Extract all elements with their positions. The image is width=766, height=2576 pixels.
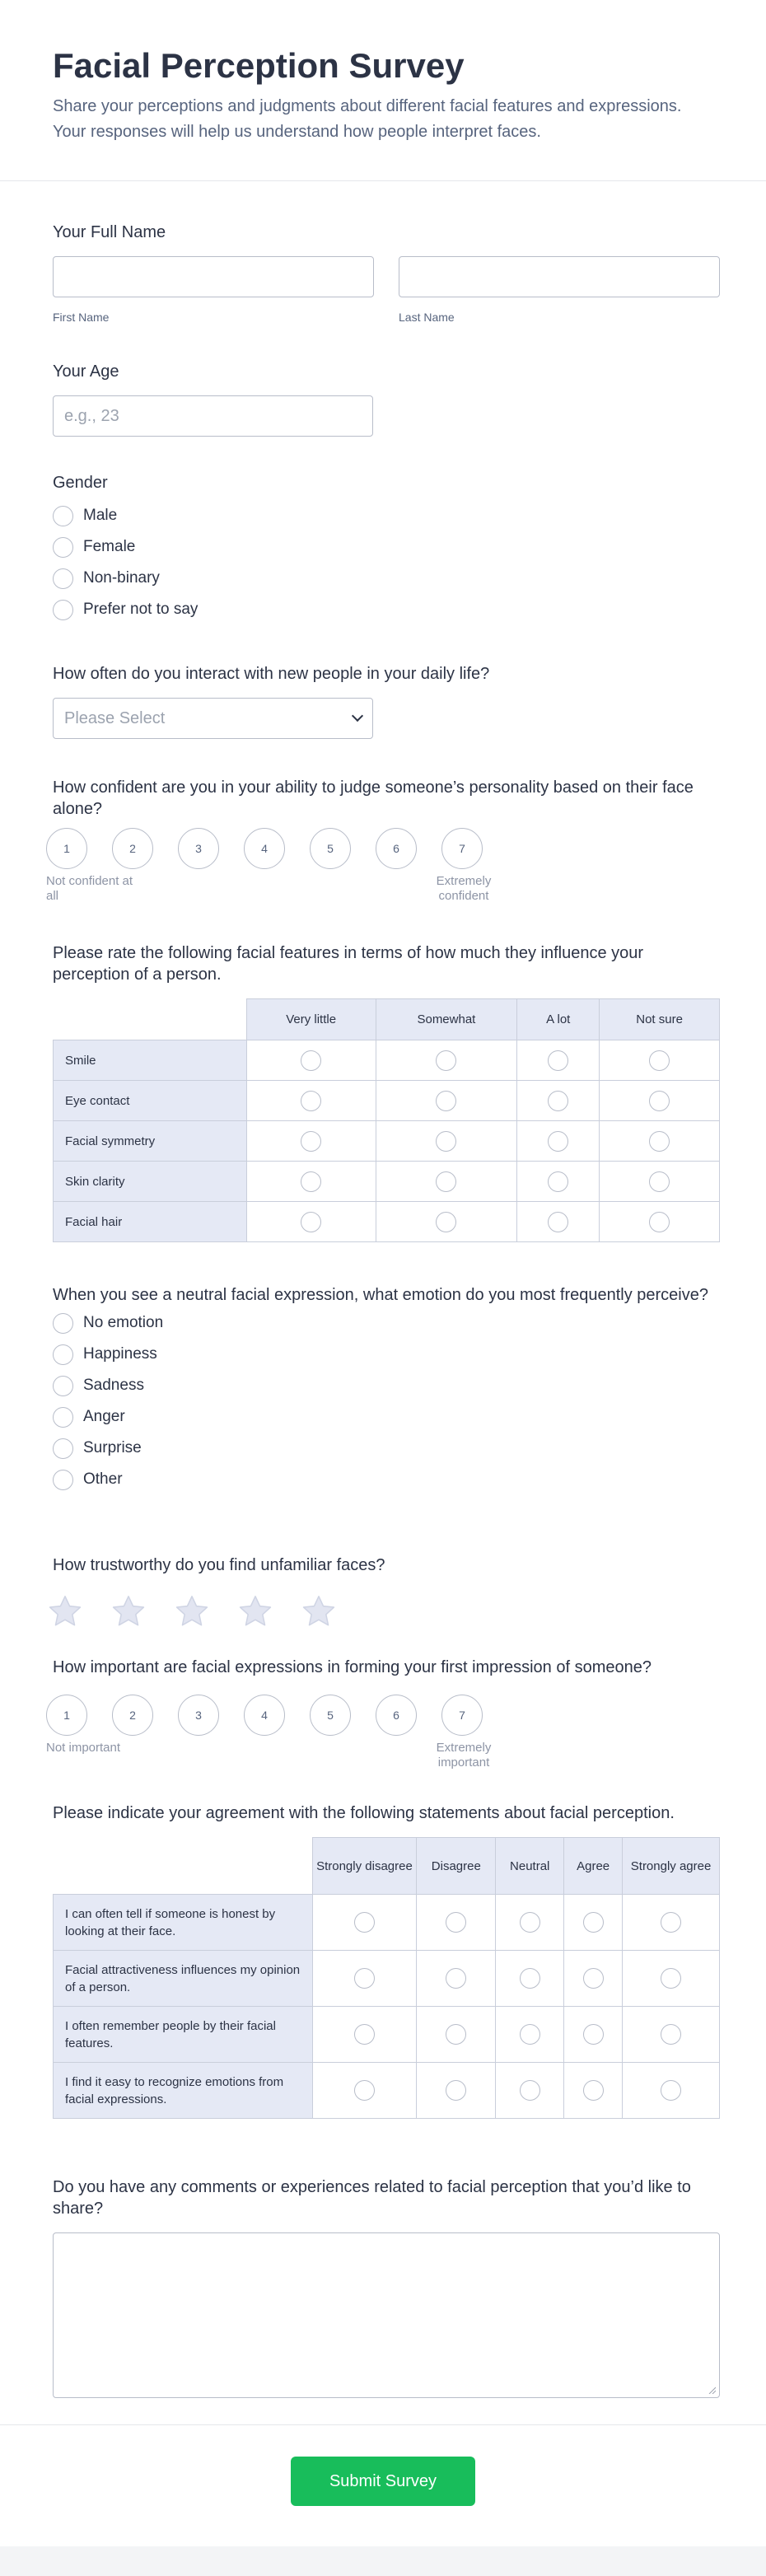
matrix-row-label: I find it easy to recognize emotions from facial expressions.	[54, 2063, 313, 2119]
matrix-cell	[600, 1202, 720, 1242]
trust-label: How trustworthy do you find unfamiliar faces?	[53, 1556, 385, 1574]
radio-button[interactable]	[446, 1968, 466, 1989]
radio-button[interactable]	[548, 1091, 568, 1111]
comments-label: Do you have any comments or experiences related to facial perception that you’d like to share?	[53, 2178, 691, 2218]
matrix-row	[54, 1895, 720, 1951]
matrix-cell	[246, 1202, 376, 1242]
matrix-cell	[312, 1951, 417, 2007]
comments-textarea[interactable]	[53, 2232, 720, 2398]
matrix-corner	[54, 1838, 313, 1895]
matrix-cell	[623, 1895, 720, 1951]
first-name-input[interactable]	[53, 256, 374, 297]
matrix-column-header: Not sure	[600, 999, 720, 1040]
star-icon[interactable]	[46, 1592, 84, 1630]
radio-button[interactable]	[649, 1171, 670, 1192]
radio-button[interactable]	[520, 2080, 540, 2101]
matrix-cell	[600, 1121, 720, 1162]
radio-button[interactable]	[301, 1212, 321, 1232]
radio-button[interactable]	[436, 1171, 456, 1192]
confidence-scale	[46, 828, 720, 869]
scale-option[interactable]: 2	[112, 1695, 153, 1736]
age-label: Your Age	[53, 362, 119, 381]
neutral-option-label: Happiness	[83, 1345, 157, 1363]
radio-button[interactable]	[446, 2080, 466, 2101]
matrix-row	[54, 1162, 720, 1202]
form-header	[0, 0, 766, 181]
scale-option[interactable]: 1	[46, 828, 87, 869]
scale-option[interactable]: 1	[46, 1695, 87, 1736]
matrix-column-header: Strongly agree	[623, 1838, 720, 1895]
matrix-cell	[623, 2007, 720, 2063]
star-icon[interactable]	[300, 1592, 338, 1630]
neutral-option-label: Sadness	[83, 1377, 144, 1394]
scale-option[interactable]: 5	[310, 1695, 351, 1736]
matrix-column-header: Strongly disagree	[312, 1838, 417, 1895]
gender-option-label: Non-binary	[83, 569, 160, 587]
confidence-question	[46, 777, 720, 904]
matrix-row	[54, 1081, 720, 1121]
scale-option[interactable]: 3	[178, 828, 219, 869]
matrix-cell	[312, 2007, 417, 2063]
matrix-row	[54, 2007, 720, 2063]
page-title: Facial Perception Survey	[53, 46, 465, 85]
gender-option[interactable]	[53, 563, 720, 594]
confidence-label: How confident are you in your ability to judge someone’s personality based on their face alone?	[53, 778, 694, 818]
matrix-column-header: Very little	[246, 999, 376, 1040]
scale-option[interactable]: 5	[310, 828, 351, 869]
scale-option[interactable]: 2	[112, 828, 153, 869]
radio-button[interactable]	[649, 1050, 670, 1071]
agreement-question	[53, 1802, 720, 2119]
gender-option[interactable]	[53, 500, 720, 531]
radio-button[interactable]	[301, 1050, 321, 1071]
radio-button[interactable]	[661, 2080, 681, 2101]
radio-button[interactable]	[446, 2024, 466, 2045]
radio-button[interactable]	[301, 1131, 321, 1152]
features-label: Please rate the following facial features in terms of how much they influence your perception of a person.	[53, 944, 644, 984]
radio-button[interactable]	[436, 1050, 456, 1071]
radio-button[interactable]	[548, 1212, 568, 1232]
radio-button[interactable]	[649, 1091, 670, 1111]
scale-option[interactable]: 4	[244, 1695, 285, 1736]
matrix-cell	[623, 2063, 720, 2119]
last-name-sublabel: Last Name	[399, 311, 455, 324]
scale-low-label: Not important	[46, 1741, 121, 1755]
radio-button[interactable]	[354, 1968, 375, 1989]
matrix-row-label: Eye contact	[54, 1081, 247, 1121]
matrix-cell	[376, 1162, 517, 1202]
star-icon[interactable]	[173, 1592, 211, 1630]
radio-button[interactable]	[520, 1912, 540, 1933]
radio-button[interactable]	[53, 1344, 73, 1365]
neutral-option-label: Anger	[83, 1408, 125, 1425]
radio-button[interactable]	[436, 1212, 456, 1232]
importance-scale	[46, 1695, 720, 1736]
radio-button[interactable]	[354, 2080, 375, 2101]
matrix-cell	[564, 1895, 623, 1951]
neutral-option[interactable]	[53, 1307, 720, 1339]
matrix-row-label: Smile	[54, 1040, 247, 1081]
gender-option-label: Prefer not to say	[83, 601, 199, 618]
matrix-cell	[517, 1040, 600, 1081]
matrix-cell	[623, 1951, 720, 2007]
scale-option[interactable]: 4	[244, 828, 285, 869]
matrix-row	[54, 1121, 720, 1162]
neutral-option[interactable]	[53, 1464, 720, 1495]
age-input[interactable]	[53, 395, 373, 437]
agreement-label: Please indicate your agreement with the following statements about facial perception.	[53, 1804, 675, 1822]
star-rating	[46, 1592, 720, 1630]
matrix-cell	[517, 1121, 600, 1162]
radio-button[interactable]	[53, 506, 73, 526]
neutral-option[interactable]	[53, 1339, 720, 1370]
matrix-cell	[564, 2007, 623, 2063]
matrix-cell	[517, 1081, 600, 1121]
radio-button[interactable]	[548, 1171, 568, 1192]
radio-button[interactable]	[53, 1470, 73, 1490]
radio-button[interactable]	[436, 1131, 456, 1152]
gender-label: Gender	[53, 474, 108, 492]
gender-option[interactable]	[53, 531, 720, 563]
matrix-cell	[600, 1081, 720, 1121]
full-name-label: Your Full Name	[53, 223, 166, 241]
matrix-column-header: Disagree	[417, 1838, 496, 1895]
radio-button[interactable]	[548, 1050, 568, 1071]
matrix-cell	[517, 1162, 600, 1202]
matrix-row-label: Skin clarity	[54, 1162, 247, 1202]
resize-handle-icon[interactable]	[708, 2386, 716, 2394]
gender-question	[53, 472, 720, 625]
matrix-cell	[417, 1951, 496, 2007]
matrix-cell	[417, 2063, 496, 2119]
radio-button[interactable]	[301, 1091, 321, 1111]
interaction-question	[53, 663, 720, 739]
submit-button[interactable]: Submit Survey	[291, 2457, 475, 2506]
gender-option-label: Male	[83, 507, 118, 524]
last-name-input[interactable]	[399, 256, 720, 297]
matrix-column-header: A lot	[517, 999, 600, 1040]
matrix-cell	[246, 1081, 376, 1121]
neutral-option-label: No emotion	[83, 1314, 164, 1331]
comments-question	[53, 2176, 720, 2398]
radio-button[interactable]	[661, 1912, 681, 1933]
matrix-cell	[496, 1895, 564, 1951]
matrix-cell	[376, 1121, 517, 1162]
radio-button[interactable]	[53, 537, 73, 558]
radio-button[interactable]	[354, 2024, 375, 2045]
radio-button[interactable]	[354, 1912, 375, 1933]
matrix-row	[54, 1202, 720, 1242]
matrix-cell	[564, 1951, 623, 2007]
star-icon[interactable]	[110, 1592, 147, 1630]
matrix-row	[54, 1951, 720, 2007]
radio-button[interactable]	[649, 1131, 670, 1152]
page-bottom	[0, 2546, 766, 2576]
matrix-corner	[54, 999, 247, 1040]
radio-button[interactable]	[436, 1091, 456, 1111]
scale-high-label: Extremely important	[436, 1741, 492, 1770]
matrix-cell	[517, 1202, 600, 1242]
form-body	[0, 181, 766, 2424]
chevron-down-icon	[352, 710, 363, 722]
interaction-select[interactable]	[53, 698, 373, 739]
matrix-cell	[376, 1040, 517, 1081]
radio-button[interactable]	[53, 1438, 73, 1459]
radio-button[interactable]	[53, 1376, 73, 1396]
radio-button[interactable]	[301, 1171, 321, 1192]
scale-option[interactable]: 7	[441, 828, 483, 869]
radio-button[interactable]	[53, 568, 73, 589]
matrix-column-header: Neutral	[496, 1838, 564, 1895]
matrix-cell	[496, 2063, 564, 2119]
scale-option[interactable]: 3	[178, 1695, 219, 1736]
matrix-column-header: Somewhat	[376, 999, 517, 1040]
matrix-column-header: Agree	[564, 1838, 623, 1895]
radio-button[interactable]	[446, 1912, 466, 1933]
matrix-cell	[496, 1951, 564, 2007]
neutral-option[interactable]	[53, 1370, 720, 1401]
radio-button[interactable]	[661, 2024, 681, 2045]
age-placeholder: e.g., 23	[64, 407, 119, 425]
gender-option[interactable]	[53, 594, 720, 625]
matrix-cell	[417, 1895, 496, 1951]
radio-button[interactable]	[583, 1968, 604, 1989]
radio-button[interactable]	[661, 1968, 681, 1989]
form-footer	[0, 2424, 766, 2546]
scale-high-label: Extremely confident	[436, 874, 492, 903]
matrix-row-label: I often remember people by their facial features.	[54, 2007, 313, 2063]
select-placeholder: Please Select	[64, 708, 166, 727]
neutral-option[interactable]	[53, 1401, 720, 1433]
radio-button[interactable]	[583, 2024, 604, 2045]
matrix-cell	[417, 2007, 496, 2063]
neutral-option[interactable]	[53, 1433, 720, 1464]
radio-button[interactable]	[520, 1968, 540, 1989]
matrix-cell	[564, 2063, 623, 2119]
full-name-question	[53, 222, 720, 324]
matrix-cell	[376, 1081, 517, 1121]
matrix-cell	[376, 1202, 517, 1242]
scale-option[interactable]: 6	[376, 1695, 417, 1736]
features-matrix	[53, 998, 720, 1242]
neutral-question	[53, 1284, 720, 1495]
page-subtitle: Share your perceptions and judgments about different facial features and expressions. Your responses will help us understand how people interpret faces.	[53, 97, 682, 141]
matrix-row-label: Facial hair	[54, 1202, 247, 1242]
trust-question	[53, 1554, 720, 1630]
agreement-matrix	[53, 1837, 720, 2119]
matrix-cell	[246, 1162, 376, 1202]
radio-button[interactable]	[583, 2080, 604, 2101]
interaction-label: How often do you interact with new people in your daily life?	[53, 665, 490, 683]
radio-button[interactable]	[583, 1912, 604, 1933]
matrix-cell	[312, 2063, 417, 2119]
matrix-row-label: Facial attractiveness influences my opinion of a person.	[54, 1951, 313, 2007]
importance-question	[46, 1657, 720, 1770]
importance-label: How important are facial expressions in forming your first impression of someone?	[53, 1658, 652, 1676]
neutral-label: When you see a neutral facial expression, what emotion do you most frequently perceive?	[53, 1286, 708, 1304]
radio-button[interactable]	[520, 2024, 540, 2045]
radio-button[interactable]	[649, 1212, 670, 1232]
first-name-sublabel: First Name	[53, 311, 110, 324]
radio-button[interactable]	[548, 1131, 568, 1152]
radio-button[interactable]	[53, 600, 73, 620]
scale-low-label: Not confident at all	[46, 874, 133, 903]
scale-option[interactable]: 7	[441, 1695, 483, 1736]
age-question	[53, 361, 720, 437]
neutral-option-label: Surprise	[83, 1439, 142, 1456]
matrix-cell	[600, 1040, 720, 1081]
star-icon[interactable]	[236, 1592, 274, 1630]
matrix-cell	[246, 1121, 376, 1162]
matrix-cell	[312, 1895, 417, 1951]
radio-button[interactable]	[53, 1313, 73, 1334]
matrix-row-label: Facial symmetry	[54, 1121, 247, 1162]
matrix-row	[54, 1040, 720, 1081]
matrix-cell	[600, 1162, 720, 1202]
matrix-cell	[496, 2007, 564, 2063]
matrix-row-label: I can often tell if someone is honest by looking at their face.	[54, 1895, 313, 1951]
matrix-cell	[246, 1040, 376, 1081]
matrix-row	[54, 2063, 720, 2119]
neutral-option-label: Other	[83, 1470, 123, 1488]
gender-option-label: Female	[83, 538, 136, 555]
radio-button[interactable]	[53, 1407, 73, 1428]
features-question	[53, 942, 720, 1242]
scale-option[interactable]: 6	[376, 828, 417, 869]
